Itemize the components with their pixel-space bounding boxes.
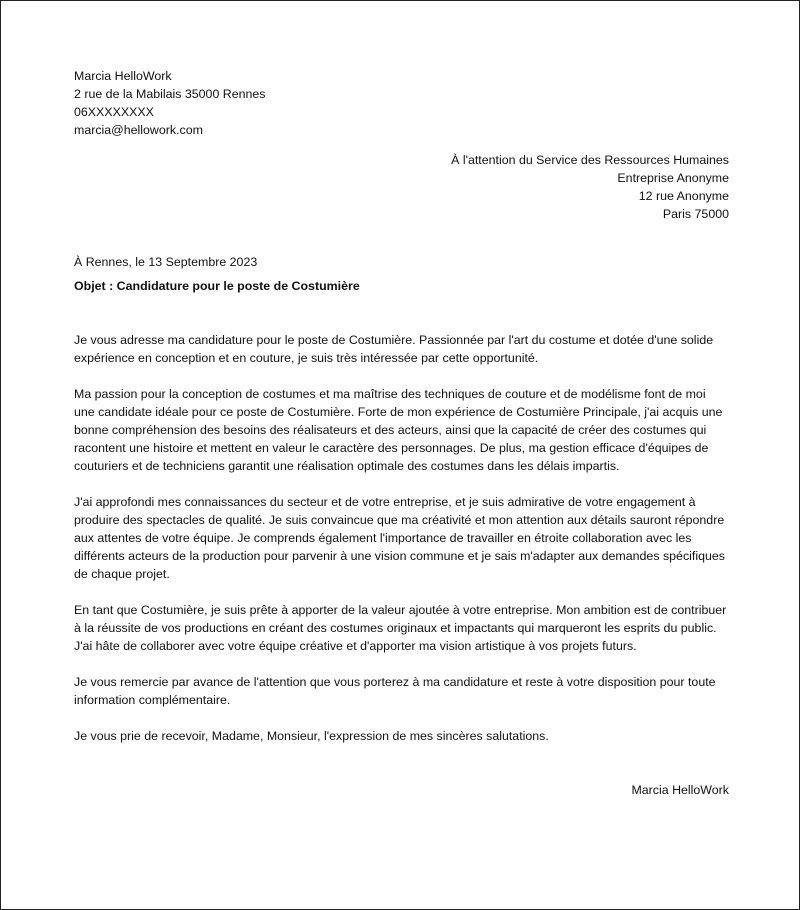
subject-line: Objet : Candidature pour le poste de Costumière <box>74 279 360 293</box>
recipient-street: 12 rue Anonyme <box>638 189 729 203</box>
closing-paragraph: Je vous prie de recevoir, Madame, Monsieur, l'expression de mes sincères salutations. <box>74 729 549 743</box>
body-paragraph: Je vous adresse ma candidature pour le poste de Costumière. Passionnée par l'art du costume et dotée d'une solide expérience en conception et en couture, je suis très intéressée par cette opportunité. <box>74 333 714 365</box>
body-paragraph: Ma passion pour la conception de costumes et ma maîtrise des techniques de couture et de modélisme font de moi une candidate idéale pour ce poste de Costumière. Forte de mon expérience de Costumière Principale, j'ai acquis une bonne compréhension des besoins des réalisateurs et des acteurs, ainsi que la capacité de créer des costumes qui racontent une histoire et mettent en valeur le caractère des personnages. De plus, ma gestion efficace d'équipes de couturiers et de techniciens garantit une réalisation optimale des costumes dans les délais impartis. <box>74 387 723 473</box>
body-paragraph: J'ai approfondi mes connaissances du secteur et de votre entreprise, et je suis admirative de votre engagement à produire des spectacles de qualité. Je suis convaincue que ma créativité et mon attention aux détails sauront répondre aux attentes de votre équipe. Je comprends également l'importance de travailler en étroite collaboration avec les différents acteurs de la production pour parvenir à une vision commune et je sais m'adapter aux demandes spécifiques de chaque projet. <box>74 495 725 581</box>
sender-name: Marcia HelloWork <box>74 69 172 83</box>
sender-phone: 06XXXXXXXX <box>74 105 154 119</box>
body-paragraph: En tant que Costumière, je suis prête à apporter de la valeur ajoutée à votre entreprise. Mon ambition est de contribuer à la réussite de vos productions en créant des costumes originaux et impactants qui marqueront les esprits du public. J'ai hâte de collaborer avec votre équipe créative et d'apporter ma vision artistique à vos projets futurs. <box>74 603 727 653</box>
date-line: À Rennes, le 13 Septembre 2023 <box>74 255 258 269</box>
recipient-company: Entreprise Anonyme <box>617 171 729 185</box>
letter-body <box>74 331 729 745</box>
recipient-block <box>74 151 729 223</box>
recipient-city: Paris 75000 <box>662 207 729 221</box>
signature: Marcia HelloWork <box>631 783 729 797</box>
sender-email: marcia@hellowork.com <box>74 123 203 137</box>
body-paragraph: Je vous remercie par avance de l'attention que vous porterez à ma candidature et reste à votre disposition pour toute information complémentaire. <box>74 675 716 707</box>
recipient-attention: À l'attention du Service des Ressources Humaines <box>451 153 729 167</box>
sender-address: 2 rue de la Mabilais 35000 Rennes <box>74 87 266 101</box>
sender-block <box>74 67 729 139</box>
letter-content <box>74 67 729 799</box>
